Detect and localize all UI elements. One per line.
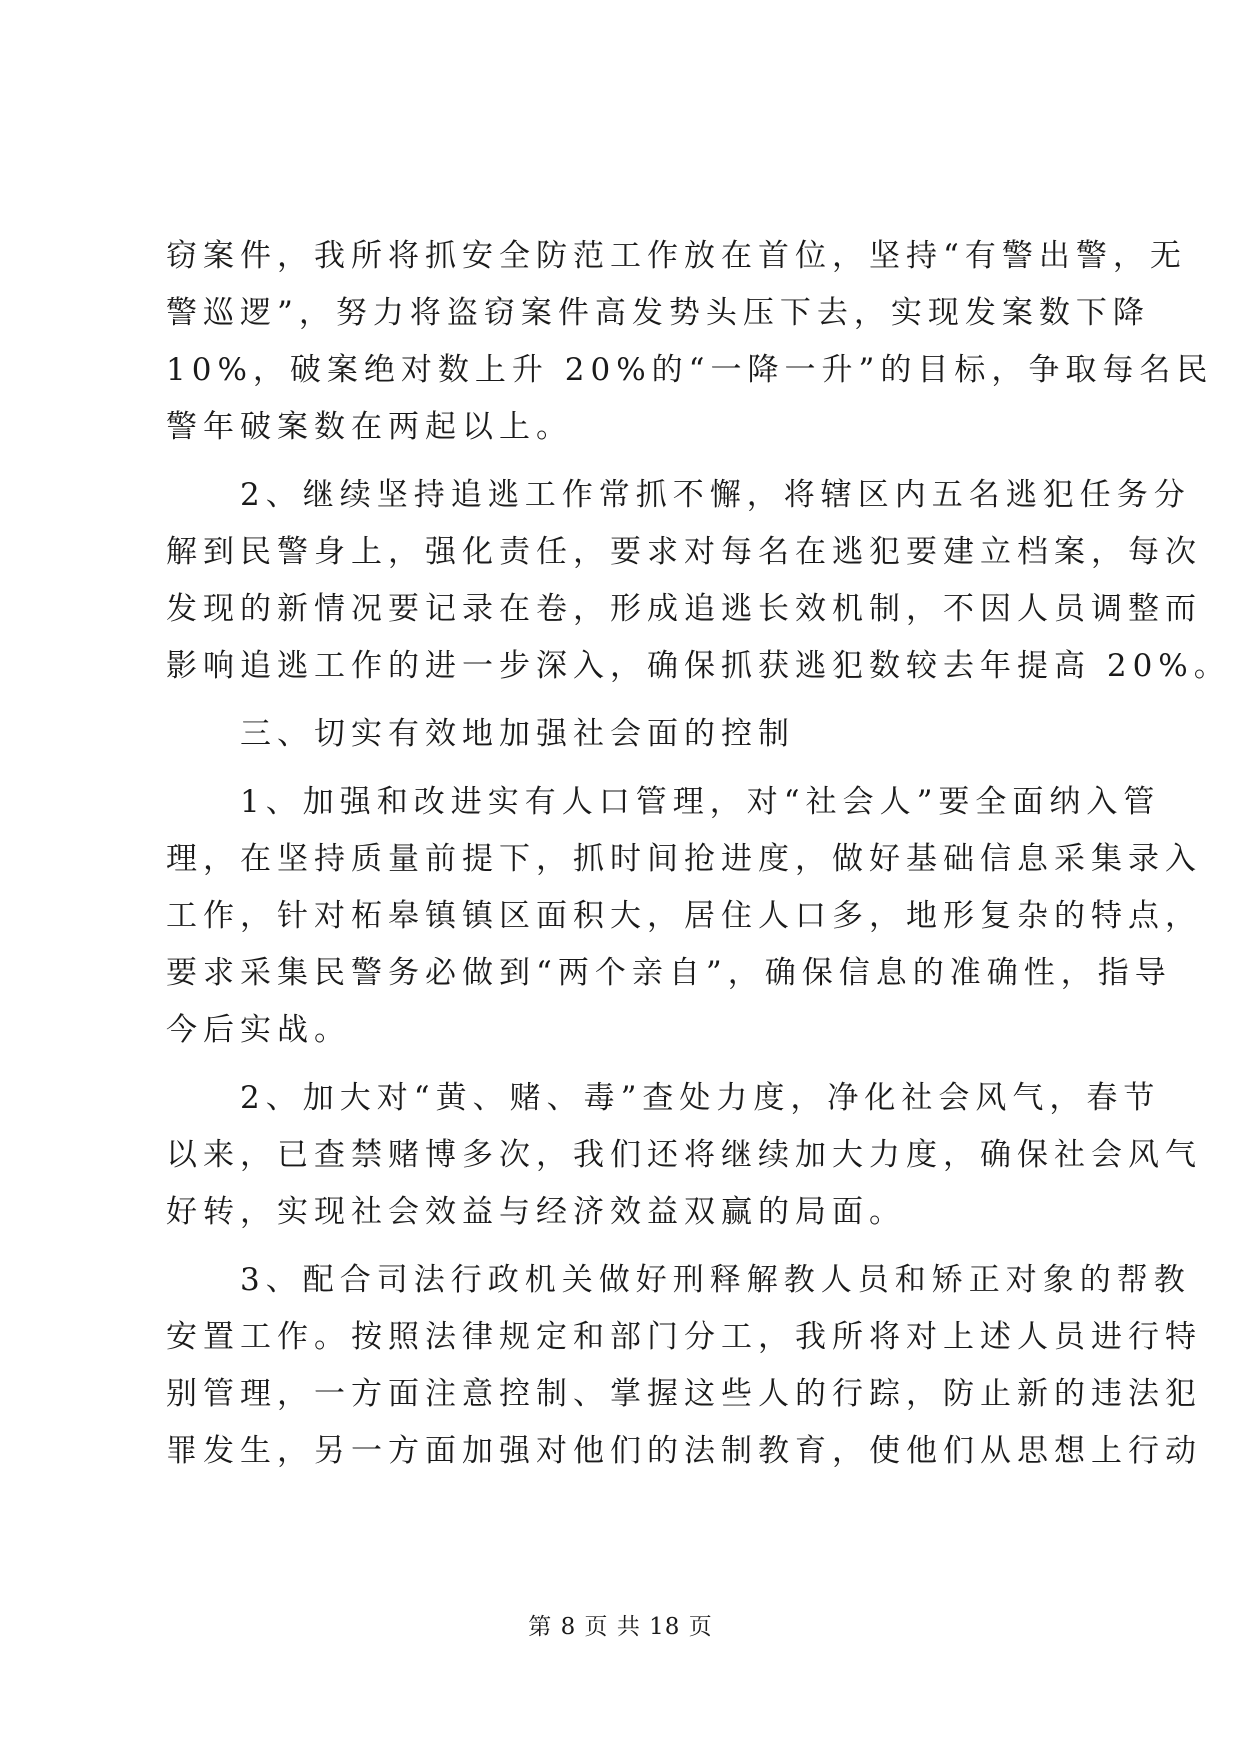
text-line: 10%，破案绝对数上升 20%的“一降一升”的目标，争取每名民 bbox=[166, 352, 1214, 388]
text-line: 警巡逻”，努力将盗窃案件高发势头压下去，实现发案数下降 bbox=[166, 295, 1150, 331]
text-line: 罪发生，另一方面加强对他们的法制教育，使他们从思想上行动 bbox=[166, 1433, 1202, 1469]
text-line: 别管理，一方面注意控制、掌握这些人的行踪，防止新的违法犯 bbox=[166, 1376, 1202, 1412]
text-line: 解到民警身上，强化责任，要求对每名在逃犯要建立档案，每次 bbox=[166, 534, 1202, 570]
paragraph-gap bbox=[166, 763, 1081, 774]
text-line: 3、配合司法行政机关做好刑释解教人员和矫正对象的帮教 bbox=[166, 1262, 1191, 1298]
page-number-footer: 第 8 页 共 18 页 bbox=[528, 1614, 713, 1640]
text-line: 三、切实有效地加强社会面的控制 bbox=[166, 716, 795, 752]
paragraph-gap bbox=[166, 1059, 1081, 1070]
text-line: 窃案件，我所将抓安全防范工作放在首位，坚持“有警出警，无 bbox=[166, 238, 1187, 274]
text-line: 2、继续坚持追逃工作常抓不懈，将辖区内五名逃犯任务分 bbox=[166, 477, 1191, 513]
paragraph bbox=[166, 228, 1214, 456]
paragraph-gap bbox=[166, 695, 1081, 706]
text-line: 1、加强和改进实有人口管理，对“社会人”要全面纳入管 bbox=[166, 784, 1161, 820]
paragraph bbox=[166, 1252, 1202, 1480]
paragraph-gap bbox=[166, 1241, 1081, 1252]
text-line: 今后实战。 bbox=[166, 1012, 351, 1048]
text-line: 发现的新情况要记录在卷，形成追逃长效机制，不因人员调整而 bbox=[166, 591, 1202, 627]
paragraph bbox=[166, 774, 1202, 1059]
text-line: 影响追逃工作的进一步深入，确保抓获逃犯数较去年提高 20%。 bbox=[166, 648, 1231, 684]
paragraph bbox=[166, 467, 1231, 695]
text-line: 要求采集民警务必做到“两个亲自”，确保信息的准确性，指导 bbox=[166, 955, 1172, 991]
paragraph-gap bbox=[166, 456, 1081, 467]
text-line: 好转，实现社会效益与经济效益双赢的局面。 bbox=[166, 1194, 906, 1230]
paragraph bbox=[166, 1070, 1202, 1241]
text-line: 以来，已查禁赌博多次，我们还将继续加大力度，确保社会风气 bbox=[166, 1137, 1202, 1173]
text-line: 工作，针对柘皋镇镇区面积大，居住人口多，地形复杂的特点， bbox=[166, 898, 1202, 934]
section-heading bbox=[166, 706, 1081, 763]
text-line: 警年破案数在两起以上。 bbox=[166, 409, 573, 445]
text-line: 理，在坚持质量前提下，抓时间抢进度，做好基础信息采集录入 bbox=[166, 841, 1202, 877]
text-line: 安置工作。按照法律规定和部门分工，我所将对上述人员进行特 bbox=[166, 1319, 1202, 1355]
text-line: 2、加大对“黄、赌、毒”查处力度，净化社会风气，春节 bbox=[166, 1080, 1161, 1116]
document-body bbox=[166, 228, 1231, 1480]
